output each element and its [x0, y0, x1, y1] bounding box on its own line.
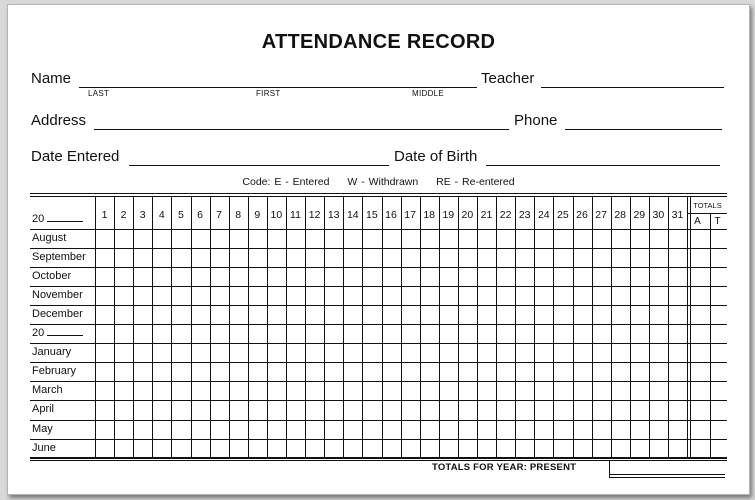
teacher-label: Teacher — [481, 70, 535, 87]
day-column-line — [191, 196, 192, 457]
day-header: 20 — [461, 209, 474, 221]
day-header: 19 — [442, 209, 455, 221]
row-line — [30, 439, 727, 440]
month-label: September — [32, 251, 86, 264]
present-total-field[interactable] — [609, 474, 725, 475]
row-line — [30, 420, 727, 421]
day-column-line — [305, 196, 306, 457]
day-header: 5 — [177, 209, 184, 221]
row-line — [30, 229, 727, 230]
day-header: 27 — [595, 209, 607, 221]
totals-col-a: A — [694, 216, 701, 227]
day-column-line — [496, 196, 497, 457]
address-label: Address — [31, 112, 87, 129]
day-header: 4 — [158, 209, 165, 221]
present-total-field-underline — [609, 477, 725, 478]
row-line — [30, 324, 727, 325]
day-column-line — [324, 196, 325, 457]
day-header: 28 — [614, 209, 627, 221]
attendance-card — [7, 4, 750, 495]
day-header: 22 — [499, 209, 512, 221]
day-header: 6 — [197, 209, 203, 221]
day-header: 30 — [652, 209, 665, 221]
day-header: 11 — [290, 209, 301, 221]
row-line — [30, 267, 727, 268]
name-label: Name — [31, 70, 72, 87]
day-column-line — [573, 196, 574, 457]
date-entered-label: Date Entered — [31, 148, 120, 165]
day-column-line — [458, 196, 459, 457]
name-sublabel-last: LAST — [88, 89, 110, 98]
day-header: 17 — [404, 209, 416, 221]
day-column-line — [649, 196, 650, 457]
month-label: April — [32, 403, 55, 416]
date-entered-field[interactable] — [129, 165, 389, 166]
name-sublabel-middle: MIDDLE — [412, 89, 445, 98]
totals-header: TOTALS — [693, 201, 722, 210]
day-column-line — [343, 196, 344, 457]
code-withdrawn: W - Withdrawn — [347, 176, 419, 188]
code-reentered: RE - Re-entered — [436, 176, 515, 188]
day-column-line — [362, 196, 363, 457]
month-label: June — [32, 441, 56, 454]
day-header: 15 — [366, 209, 378, 221]
row-line — [30, 362, 727, 363]
day-header: 3 — [139, 209, 146, 221]
day-column-line — [210, 196, 211, 457]
date-of-birth-field[interactable] — [486, 165, 720, 166]
day-column-line — [267, 196, 268, 457]
row-line — [30, 305, 727, 306]
day-header: 7 — [216, 209, 223, 221]
year-row-text: 20 — [32, 327, 45, 340]
date-of-birth-label: Date of Birth — [394, 148, 478, 165]
code-entered: Code: E - Entered — [242, 176, 330, 188]
day-header: 31 — [671, 209, 684, 221]
teacher-field[interactable] — [541, 87, 724, 88]
year-header-blank[interactable] — [47, 213, 83, 222]
day-column-line — [534, 196, 535, 457]
grid-top-rule — [30, 193, 727, 194]
day-column-line — [630, 196, 631, 457]
grid-top-rule-inner — [30, 196, 727, 197]
row-line — [30, 400, 727, 401]
day-column-line — [592, 196, 593, 457]
phone-label: Phone — [514, 112, 558, 129]
day-header: 14 — [346, 209, 359, 221]
month-label: March — [32, 384, 63, 397]
month-label: November — [32, 289, 83, 302]
day-header: 16 — [385, 209, 397, 221]
day-column-line — [229, 196, 230, 457]
day-column-line — [286, 196, 287, 457]
month-label: February — [32, 365, 77, 378]
day-header: 10 — [270, 209, 283, 221]
month-label: May — [32, 422, 53, 435]
name-sublabel-first: FIRST — [256, 89, 281, 98]
day-header: 13 — [327, 209, 340, 221]
grid-bottom-rule-outer — [30, 460, 727, 461]
day-column-line — [95, 196, 96, 457]
day-column-line — [382, 196, 383, 457]
day-column-line — [687, 196, 688, 457]
totals-for-year-label: TOTALS FOR YEAR: PRESENT — [432, 462, 577, 473]
month-label: October — [32, 270, 72, 283]
day-column-line — [114, 196, 115, 457]
year-header — [32, 213, 83, 225]
day-column-line — [553, 196, 554, 457]
row-line — [30, 343, 727, 344]
form-title: ATTENDANCE RECORD — [261, 31, 496, 53]
row-line — [30, 286, 727, 287]
day-header: 8 — [235, 209, 242, 221]
year-row-blank[interactable] — [47, 327, 83, 336]
day-column-line — [477, 196, 478, 457]
day-column-line — [420, 196, 421, 457]
month-label: August — [32, 232, 67, 244]
totals-col-t: T — [714, 216, 721, 227]
totals-double-line — [690, 196, 691, 457]
day-header: 2 — [120, 209, 127, 221]
month-label: January — [32, 346, 72, 359]
day-header: 1 — [101, 209, 108, 221]
day-column-line — [133, 196, 134, 457]
day-column-line — [611, 196, 612, 457]
name-field[interactable] — [79, 87, 477, 88]
phone-field[interactable] — [565, 129, 722, 130]
day-header: 25 — [557, 209, 569, 221]
day-header: 12 — [308, 209, 321, 221]
day-header: 9 — [254, 209, 261, 221]
day-column-line — [171, 196, 172, 457]
day-header: 26 — [576, 209, 588, 221]
day-header: 21 — [480, 209, 493, 221]
day-column-line — [248, 196, 249, 457]
day-column-line — [401, 196, 402, 457]
attendance-grid — [30, 193, 727, 460]
address-field[interactable] — [94, 129, 509, 130]
day-header: 24 — [537, 209, 550, 221]
row-line — [30, 458, 727, 459]
present-total-divider — [609, 460, 610, 478]
day-header: 18 — [423, 209, 436, 221]
row-line — [30, 248, 727, 249]
day-column-line — [439, 196, 440, 457]
totals-header-divider — [688, 213, 727, 214]
year-header-label: 20 — [32, 213, 45, 225]
code-legend — [8, 176, 749, 188]
year-row-label — [32, 327, 83, 339]
day-column-line — [152, 196, 153, 457]
day-header: 29 — [633, 209, 646, 221]
row-line — [30, 381, 727, 382]
day-header: 23 — [518, 209, 531, 221]
day-column-line — [515, 196, 516, 457]
day-column-line — [668, 196, 669, 457]
month-label: December — [32, 308, 83, 321]
